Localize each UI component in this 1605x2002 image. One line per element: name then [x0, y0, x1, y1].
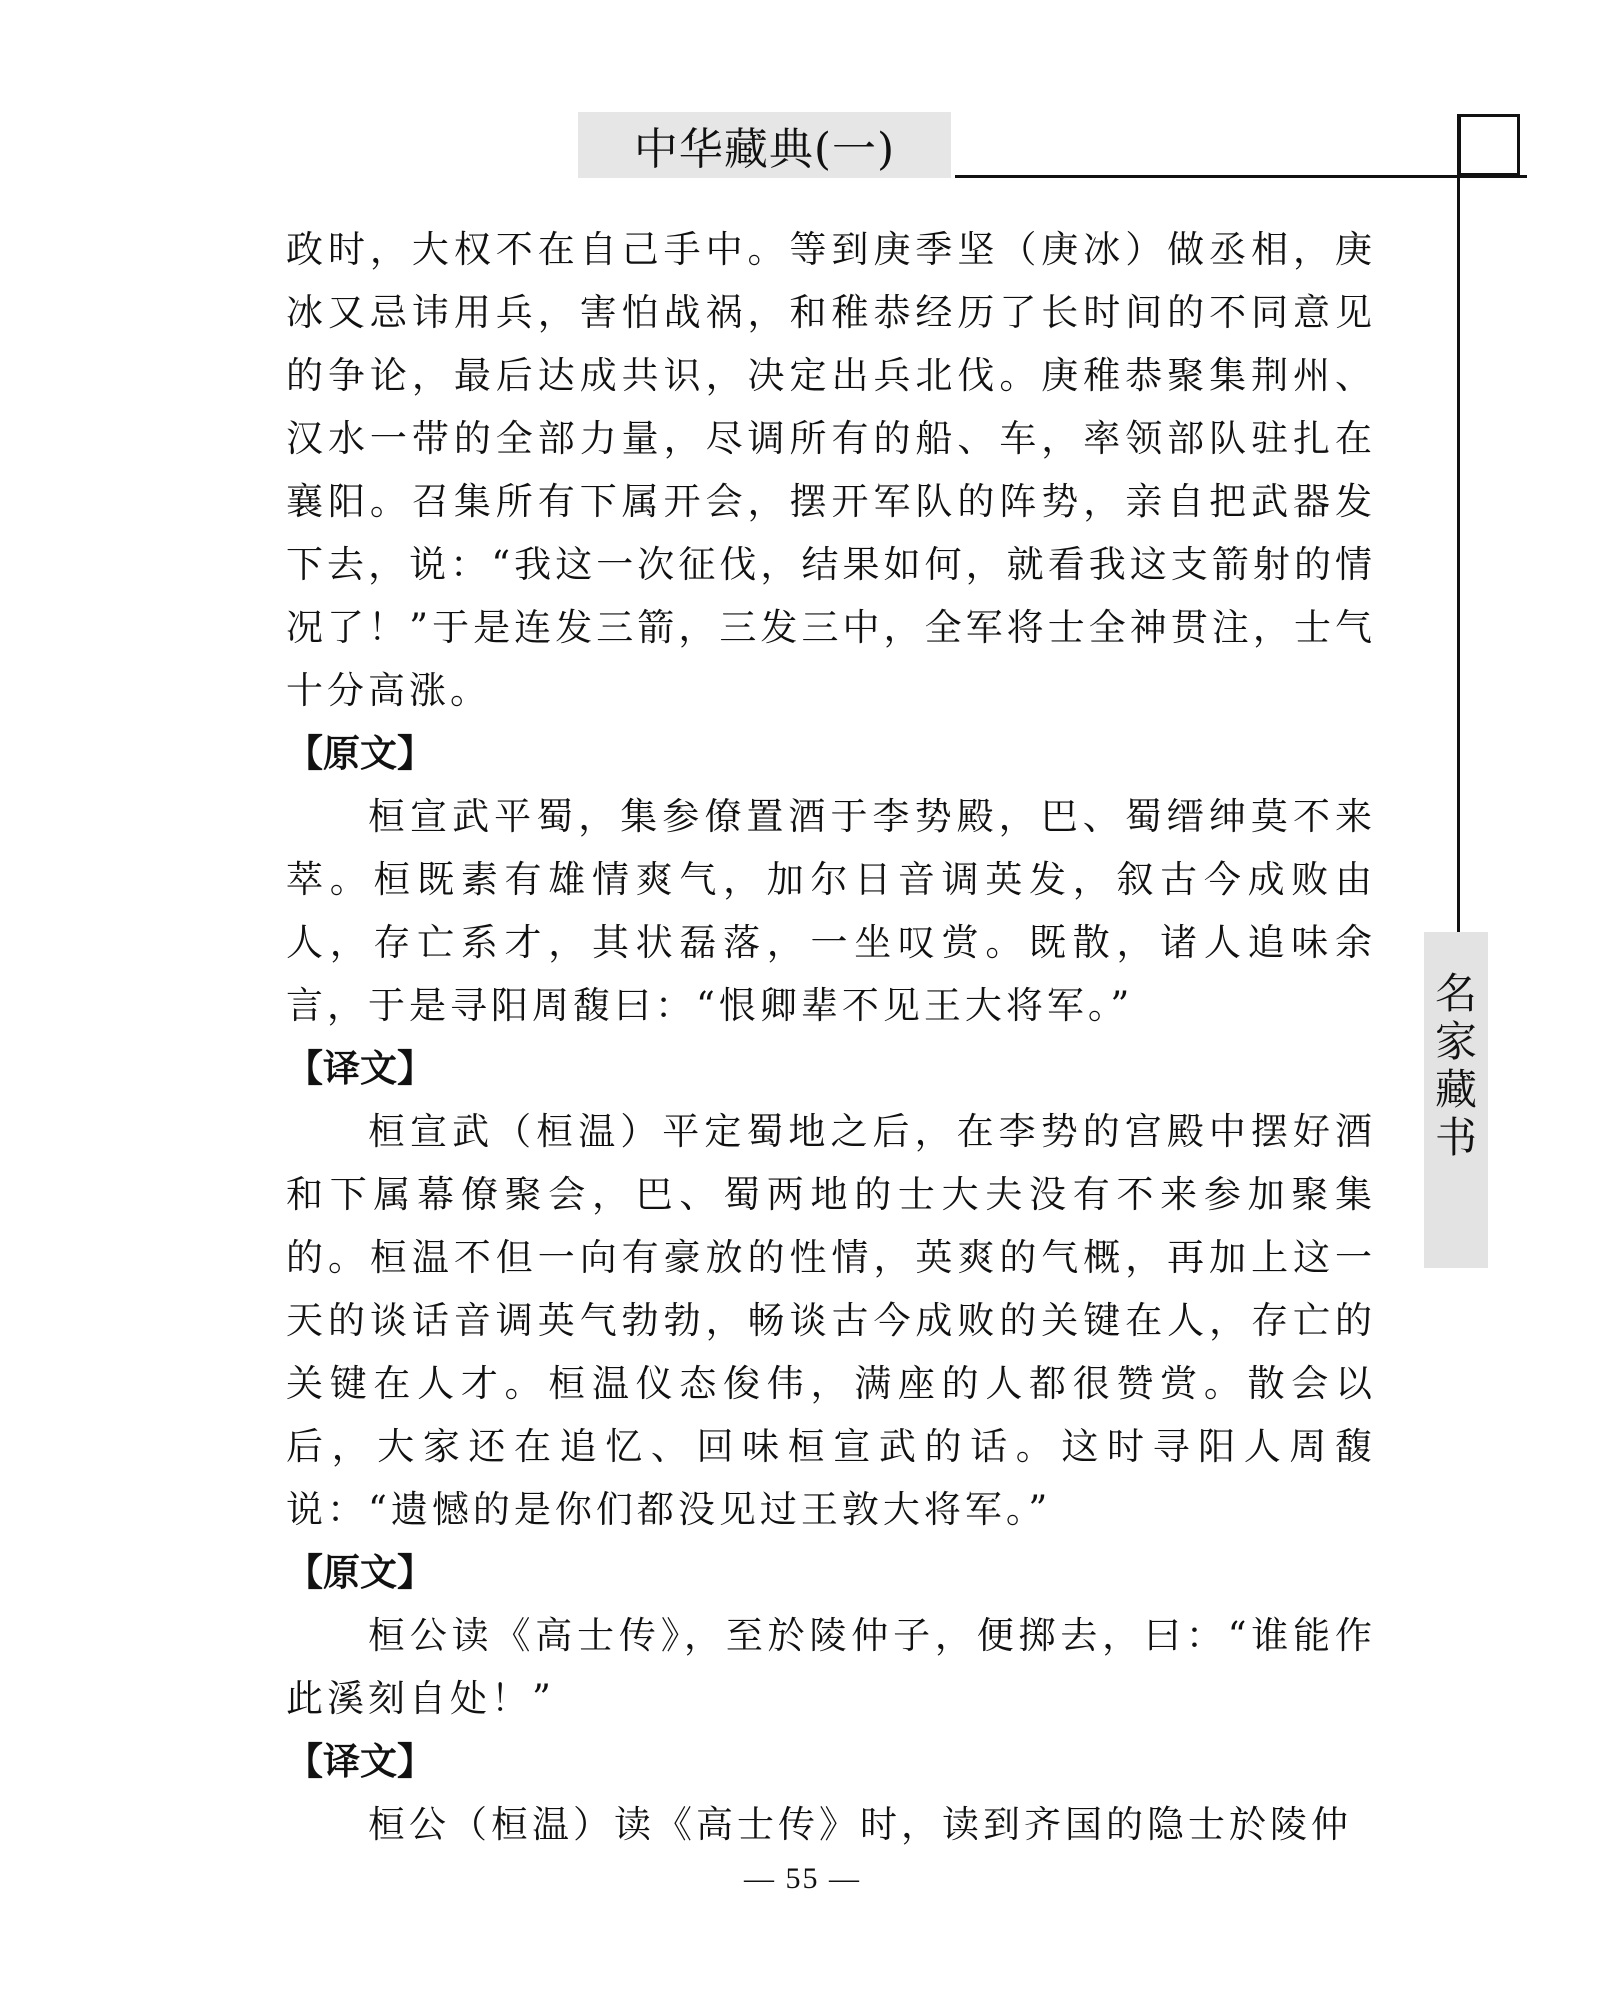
section-heading-original: 【原文】	[286, 1551, 434, 1594]
section-heading-original: 【原文】	[286, 732, 434, 775]
body-paragraph: 桓宣武平蜀，集参僚置酒于李势殿，巴、蜀缙绅莫不来萃。桓既素有雄情爽气，加尔日音调英发，叙古今成败由人，存亡系才，其状磊落，一坐叹赏。既散，诸人追味余言，于是寻阳周馥曰：“恨卿辈不见王大将军。”	[286, 795, 1376, 1027]
body-paragraph: 桓公（桓温）读《高士传》时，读到齐国的隐士於陵仲	[368, 1803, 1352, 1846]
side-tab-label	[1424, 932, 1488, 1268]
corner-box-ornament	[1458, 114, 1520, 176]
side-tab-char: 名	[1434, 969, 1477, 1018]
section-heading-translation: 【译文】	[286, 1740, 434, 1783]
page-number: — 55 —	[744, 1862, 861, 1895]
body-paragraph: 桓宣武（桓温）平定蜀地之后，在李势的宫殿中摆好酒和下属幕僚聚会，巴、蜀两地的士大夫没有不来参加聚集的。桓温不但一向有豪放的性情，英爽的气概，再加上这一天的谈话音调英气勃勃，畅谈古今成败的关键在人，存亡的关键在人才。桓温仪态俊伟，满座的人都很赞赏。散会以后，大家还在追忆、回味桓宣武的话。这时寻阳人周馥说：“遗憾的是你们都没见过王敦大将军。”	[286, 1110, 1376, 1531]
body-paragraph: 桓公读《高士传》，至於陵仲子，便掷去，曰：“谁能作此溪刻自处！”	[286, 1614, 1376, 1720]
side-tab-char: 藏	[1434, 1065, 1477, 1114]
running-header	[578, 112, 951, 178]
header-rule	[955, 175, 1527, 178]
book-title: 中华藏典(一)	[633, 124, 896, 175]
side-rule	[1457, 114, 1460, 934]
page-body	[286, 218, 1376, 1856]
side-tab-char: 书	[1434, 1113, 1477, 1162]
section-heading-translation: 【译文】	[286, 1047, 434, 1090]
side-tab-char: 家	[1434, 1017, 1477, 1066]
body-paragraph: 政时，大权不在自己手中。等到庚季坚（庚冰）做丞相，庚冰又忌讳用兵，害怕战祸，和稚恭经历了长时间的不同意见的争论，最后达成共识，决定出兵北伐。庚稚恭聚集荆州、汉水一带的全部力量，尽调所有的船、车，率领部队驻扎在襄阳。召集所有下属开会，摆开军队的阵势，亲自把武器发下去，说：“我这一次征伐，结果如何，就看我这支箭射的情况了！”于是连发三箭，三发三中，全军将士全神贯注，士气十分高涨。	[286, 228, 1376, 712]
